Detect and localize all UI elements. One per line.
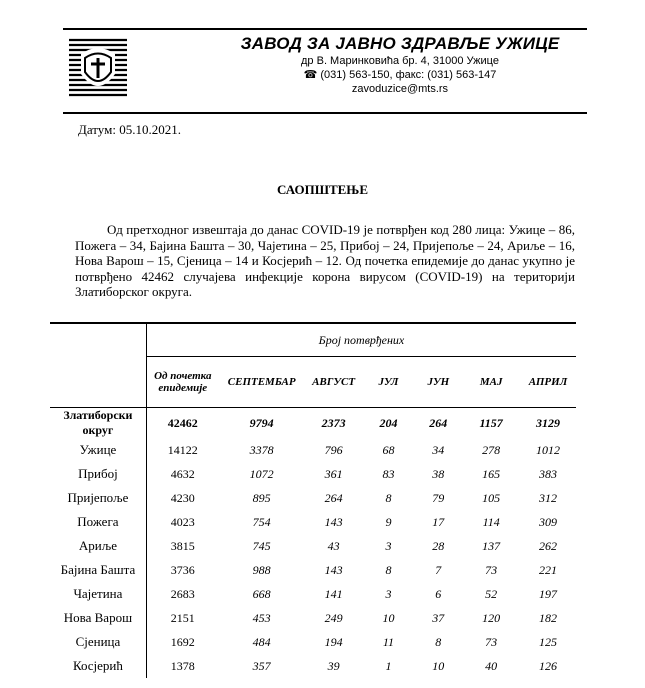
cell-value: 7 (435, 562, 442, 577)
cell-value: 182 (539, 610, 558, 625)
municipality-name: Пожега (50, 510, 146, 534)
column-header: АПРИЛ (520, 357, 576, 408)
table-row (50, 534, 576, 558)
cell-value: 895 (252, 490, 271, 505)
municipality-name: Ужице (50, 438, 146, 462)
cell-value: 34 (432, 442, 445, 457)
table-row (50, 510, 576, 534)
column-header: ЈУН (414, 357, 462, 408)
cell-value: 143 (324, 514, 343, 529)
table-total-row (50, 408, 576, 439)
total-value: 204 (379, 415, 398, 430)
cell-value: 37 (432, 610, 445, 625)
cell-value: 114 (482, 514, 500, 529)
column-header: Од почетка епидемије (146, 357, 218, 408)
total-value: 9794 (249, 415, 274, 430)
table-corner (50, 323, 146, 357)
cell-value: 2151 (170, 610, 195, 625)
cell-value: 309 (539, 514, 558, 529)
total-value: 2373 (321, 415, 346, 430)
cell-value: 137 (482, 538, 501, 553)
municipality-name: Чајетина (50, 582, 146, 606)
cell-value: 38 (432, 466, 445, 481)
group-header: Број потврђених (146, 323, 576, 357)
table-column-header-row (50, 357, 576, 408)
total-value: 1157 (479, 415, 503, 430)
org-name: ЗАВОД ЗА ЈАВНО ЗДРАВЉЕ УЖИЦЕ (240, 34, 560, 53)
cell-value: 3 (385, 586, 392, 601)
municipality-name: Пријепоље (50, 486, 146, 510)
cell-value: 4023 (170, 514, 195, 529)
cell-value: 28 (432, 538, 445, 553)
municipality-name: Бајина Башта (50, 558, 146, 582)
cell-value: 221 (539, 562, 558, 577)
cell-value: 6 (435, 586, 442, 601)
column-header: АВГУСТ (305, 357, 363, 408)
announcement-text: Од претходног извештаја до данас COVID-19 је потврђен код 280 лица: Ужице – 86, Пожега – 34, Бајина Башта – 30, Чајетина – 25, Прибој – 24, Пријепоље – 24, Ариље – 16, Нова Варош – 15, Сјеница – 14 и Косјерић – 12. Од почетка епидемије до данас укупно је потврђено 42462 случајева инфекције корона вирусом (COVID-19) на територији Златиборског округа. (75, 222, 575, 299)
table-row (50, 438, 576, 462)
institute-logo-icon (67, 34, 129, 106)
cell-value: 120 (482, 610, 501, 625)
cell-value: 126 (539, 658, 558, 673)
cell-value: 4632 (170, 466, 195, 481)
table-row (50, 630, 576, 654)
cell-value: 141 (324, 586, 343, 601)
document-date: Датум: 05.10.2021. (78, 122, 181, 137)
cell-value: 10 (432, 658, 445, 673)
cell-value: 1072 (249, 466, 274, 481)
total-value: 42462 (167, 415, 198, 430)
cell-value: 484 (252, 634, 271, 649)
cell-value: 1692 (170, 634, 195, 649)
cell-value: 3378 (249, 442, 274, 457)
org-address: др В. Маринковића бр. 4, 31000 Ужице (301, 55, 499, 67)
cell-value: 17 (432, 514, 445, 529)
column-header: СЕПТЕМБАР (219, 357, 305, 408)
cell-value: 73 (485, 634, 498, 649)
cell-value: 8 (385, 562, 392, 577)
cell-value: 383 (539, 466, 558, 481)
cell-value: 68 (382, 442, 395, 457)
municipality-name: Сјеница (50, 630, 146, 654)
cell-value: 3 (385, 538, 392, 553)
letterhead (63, 28, 587, 114)
cell-value: 453 (252, 610, 271, 625)
cell-value: 312 (539, 490, 558, 505)
municipality-name: Косјерић (50, 654, 146, 678)
cell-value: 357 (252, 658, 271, 673)
cell-value: 143 (324, 562, 343, 577)
cell-value: 10 (382, 610, 395, 625)
cell-value: 278 (482, 442, 501, 457)
cell-value: 8 (435, 634, 442, 649)
cell-value: 249 (324, 610, 343, 625)
cell-value: 754 (252, 514, 271, 529)
cell-value: 165 (482, 466, 501, 481)
org-email: zavoduzice@mts.rs (351, 83, 449, 95)
municipality-name: Прибој (50, 462, 146, 486)
cell-value: 8 (385, 490, 392, 505)
cell-value: 197 (539, 586, 558, 601)
cell-value: 14122 (167, 442, 198, 457)
cell-value: 194 (324, 634, 343, 649)
table-row (50, 582, 576, 606)
cases-table (50, 322, 576, 678)
total-name: Златиборски округ (50, 408, 146, 439)
table-row (50, 606, 576, 630)
cell-value: 83 (382, 466, 395, 481)
table-body (50, 438, 576, 678)
column-header: МАЈ (462, 357, 520, 408)
cell-value: 43 (327, 538, 340, 553)
cell-value: 73 (485, 562, 498, 577)
cell-value: 9 (385, 514, 392, 529)
cell-value: 79 (432, 490, 445, 505)
cell-value: 1378 (170, 658, 195, 673)
org-phone: ☎ (031) 563-150, факс: (031) 563-147 (303, 69, 497, 81)
cell-value: 264 (324, 490, 343, 505)
total-value: 3129 (536, 415, 561, 430)
municipality-name: Нова Варош (50, 606, 146, 630)
cell-value: 125 (539, 634, 558, 649)
cell-value: 52 (485, 586, 498, 601)
table-row (50, 558, 576, 582)
cell-value: 11 (382, 634, 395, 649)
table-corner-lower (50, 357, 146, 408)
cell-value: 3815 (170, 538, 195, 553)
table-group-header-row (50, 323, 576, 357)
table-row (50, 462, 576, 486)
cell-value: 2683 (170, 586, 195, 601)
table-row (50, 654, 576, 678)
cell-value: 668 (252, 586, 271, 601)
column-header: ЈУЛ (363, 357, 415, 408)
total-value: 264 (429, 415, 448, 430)
municipality-name: Ариље (50, 534, 146, 558)
cell-value: 1012 (536, 442, 561, 457)
cell-value: 796 (324, 442, 343, 457)
cell-value: 40 (485, 658, 498, 673)
cell-value: 1 (385, 658, 392, 673)
cell-value: 262 (539, 538, 558, 553)
cell-value: 361 (324, 466, 343, 481)
document-title: САОПШТЕЊЕ (276, 182, 369, 197)
cell-value: 3736 (170, 562, 195, 577)
cell-value: 105 (482, 490, 501, 505)
cell-value: 988 (252, 562, 271, 577)
cell-value: 4230 (170, 490, 195, 505)
org-info (213, 34, 587, 96)
cell-value: 745 (252, 538, 271, 553)
cell-value: 39 (327, 658, 340, 673)
table-row (50, 486, 576, 510)
